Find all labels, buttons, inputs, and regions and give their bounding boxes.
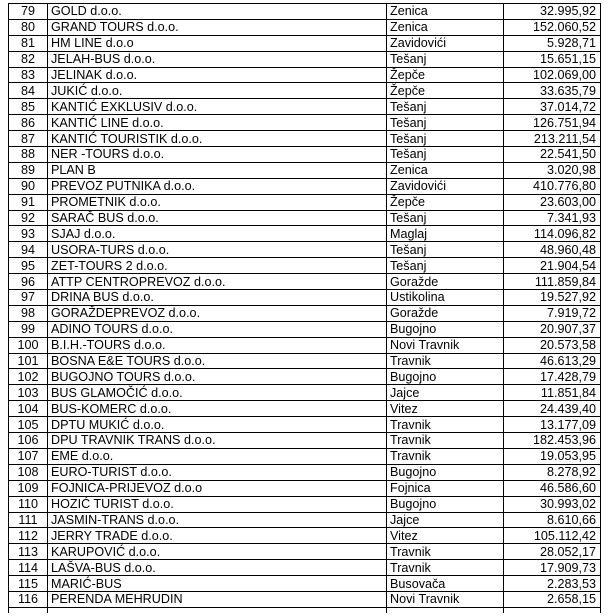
table-row [9,512,601,528]
company-name-cell: JELAH-BUS d.o.o. [48,51,387,67]
row-number-cell: 91 [9,194,48,210]
table-row [9,4,601,20]
city-cell: Žepče [387,67,504,83]
city-cell: Jajce [387,512,504,528]
company-name-cell: USORA-TURS d.o.o. [48,242,387,258]
company-name-cell: PLAN B [48,162,387,178]
company-name-cell: ZET-TOURS 2 d.o.o. [48,258,387,274]
table-row [9,178,601,194]
company-name-cell: EME d.o.o. [48,448,387,464]
city-cell: Busovača [387,576,504,592]
city-cell: Novi Travnik [387,591,504,607]
table-row [9,369,601,385]
city-cell: Tešanj [387,147,504,163]
amount-cell: 105.112,42 [504,528,601,544]
company-name-cell: LAŠVA-BUS d.o.o. [48,560,387,576]
table-row [9,210,601,226]
company-name-cell: DPU TRAVNIK TRANS d.o.o. [48,433,387,449]
table-row [9,274,601,290]
city-cell: Žepče [387,83,504,99]
city-cell: Žepče [387,194,504,210]
amount-cell: 30.993,02 [504,496,601,512]
company-name-cell: GRAND TOURS d.o.o. [48,19,387,35]
row-number-cell: 93 [9,226,48,242]
city-cell: Vitez [387,401,504,417]
row-number-cell: 86 [9,115,48,131]
city-cell: Tešanj [387,210,504,226]
row-number-cell: 85 [9,99,48,115]
table-row [9,35,601,51]
empty-cell [387,607,504,613]
city-cell: Travnik [387,560,504,576]
table-row [9,385,601,401]
row-number-cell: 89 [9,162,48,178]
row-number-cell: 111 [9,512,48,528]
amount-cell: 22.541,50 [504,147,601,163]
table-row [9,115,601,131]
company-name-cell: ATTP CENTROPREVOZ d.o.o. [48,274,387,290]
row-number-cell: 109 [9,480,48,496]
company-name-cell: GOLD d.o.o. [48,4,387,20]
table-row [9,305,601,321]
company-name-cell: B.I.H.-TOURS d.o.o. [48,337,387,353]
company-name-cell: PROMETNIK d.o.o. [48,194,387,210]
company-name-cell: KANTIĆ TOURISTIK d.o.o. [48,131,387,147]
company-name-cell: JELINAK d.o.o. [48,67,387,83]
row-number-cell: 99 [9,321,48,337]
amount-cell: 48.960,48 [504,242,601,258]
city-cell: Zavidovići [387,178,504,194]
amount-cell: 33.635,79 [504,83,601,99]
city-cell: Travnik [387,544,504,560]
amount-cell: 13.177,09 [504,417,601,433]
city-cell: Goražde [387,274,504,290]
amount-cell: 37.014,72 [504,99,601,115]
amount-cell: 152.060,52 [504,19,601,35]
row-number-cell: 100 [9,337,48,353]
amount-cell: 114.096,82 [504,226,601,242]
row-number-cell: 88 [9,147,48,163]
amount-cell: 19.053,95 [504,448,601,464]
row-number-cell: 92 [9,210,48,226]
row-number-cell: 106 [9,433,48,449]
amount-cell: 8.278,92 [504,464,601,480]
company-name-cell: HM LINE d.o.o [48,35,387,51]
company-name-cell: DPTU MUKIĆ d.o.o. [48,417,387,433]
amount-cell: 32.995,92 [504,4,601,20]
amount-cell: 102.069,00 [504,67,601,83]
table-row [9,194,601,210]
empty-cell [504,607,601,613]
city-cell: Fojnica [387,480,504,496]
city-cell: Zavidovići [387,35,504,51]
amount-cell: 28.052,17 [504,544,601,560]
company-name-cell: FOJNICA-PRIJEVOZ d.o.o [48,480,387,496]
city-cell: Zenica [387,19,504,35]
city-cell: Novi Travnik [387,337,504,353]
table-row [9,576,601,592]
amount-cell: 17.909,73 [504,560,601,576]
amount-cell: 24.439,40 [504,401,601,417]
table-row [9,433,601,449]
row-number-cell: 98 [9,305,48,321]
company-name-cell: BUS-KOMERC d.o.o. [48,401,387,417]
amount-cell: 20.907,37 [504,321,601,337]
row-number-cell: 108 [9,464,48,480]
row-number-cell: 83 [9,67,48,83]
table-row [9,242,601,258]
company-name-cell: KARUPOVIĆ d.o.o. [48,544,387,560]
amount-cell: 2.658,15 [504,591,601,607]
table-body [9,4,601,613]
row-number-cell: 113 [9,544,48,560]
row-number-cell: 114 [9,560,48,576]
city-cell: Tešanj [387,99,504,115]
row-number-cell: 87 [9,131,48,147]
table-row [9,417,601,433]
row-number-cell: 107 [9,448,48,464]
row-number-cell: 115 [9,576,48,592]
company-name-cell: NER -TOURS d.o.o. [48,147,387,163]
empty-cell [48,607,387,613]
table-row [9,131,601,147]
table-row [9,464,601,480]
table-row [9,544,601,560]
city-cell: Maglaj [387,226,504,242]
city-cell: Travnik [387,417,504,433]
row-number-cell: 90 [9,178,48,194]
row-number-cell: 101 [9,353,48,369]
amount-cell: 46.613,29 [504,353,601,369]
amount-cell: 7.341,93 [504,210,601,226]
table-row [9,290,601,306]
amount-cell: 126.751,94 [504,115,601,131]
row-number-cell: 84 [9,83,48,99]
amount-cell: 23.603,00 [504,194,601,210]
table-row [9,162,601,178]
company-name-cell: BOSNA E&E TOURS d.o.o. [48,353,387,369]
table-row [9,321,601,337]
table-row [9,83,601,99]
row-number-cell: 80 [9,19,48,35]
amount-cell: 2.283,53 [504,576,601,592]
company-name-cell: ADINO TOURS d.o.o. [48,321,387,337]
amount-cell: 8.610,66 [504,512,601,528]
company-name-cell: PREVOZ PUTNIKA d.o.o. [48,178,387,194]
table-row [9,99,601,115]
table-row [9,147,601,163]
amount-cell: 182.453,96 [504,433,601,449]
row-number-cell: 103 [9,385,48,401]
row-number-cell: 112 [9,528,48,544]
city-cell: Tešanj [387,51,504,67]
table-row [9,51,601,67]
city-cell: Bugojno [387,496,504,512]
table-row [9,353,601,369]
row-number-cell: 105 [9,417,48,433]
row-number-cell: 79 [9,4,48,20]
company-name-cell: SJAJ d.o.o. [48,226,387,242]
row-number-cell: 104 [9,401,48,417]
table-row [9,448,601,464]
row-number-cell: 94 [9,242,48,258]
amount-cell: 3.020,98 [504,162,601,178]
table-row [9,67,601,83]
city-cell: Bugojno [387,321,504,337]
amount-cell: 46.586,60 [504,480,601,496]
city-cell: Tešanj [387,258,504,274]
company-name-cell: KANTIĆ EXKLUSIV d.o.o. [48,99,387,115]
table-row [9,496,601,512]
company-name-cell: GORAŽDEPREVOZ d.o.o. [48,305,387,321]
row-number-cell: 116 [9,591,48,607]
transport-companies-table [8,3,601,613]
amount-cell: 5.928,71 [504,35,601,51]
row-number-cell: 96 [9,274,48,290]
company-name-cell: JUKIĆ d.o.o. [48,83,387,99]
city-cell: Bugojno [387,369,504,385]
city-cell: Travnik [387,353,504,369]
company-name-cell: KANTIĆ LINE d.o.o. [48,115,387,131]
company-name-cell: HOZIĆ TURIST d.o.o. [48,496,387,512]
row-number-cell: 81 [9,35,48,51]
table-row [9,337,601,353]
row-number-cell: 95 [9,258,48,274]
row-number-cell: 97 [9,290,48,306]
company-name-cell: BUGOJNO TOURS d.o.o. [48,369,387,385]
city-cell: Tešanj [387,115,504,131]
company-name-cell: JERRY TRADE d.o.o. [48,528,387,544]
table-row [9,591,601,607]
company-name-cell: MARIĆ-BUS [48,576,387,592]
amount-cell: 17.428,79 [504,369,601,385]
city-cell: Travnik [387,433,504,449]
table-row [9,258,601,274]
amount-cell: 21.904,54 [504,258,601,274]
amount-cell: 7.919,72 [504,305,601,321]
company-name-cell: BUS GLAMOČIĆ d.o.o. [48,385,387,401]
company-name-cell: EURO-TURIST d.o.o. [48,464,387,480]
table-row [9,560,601,576]
city-cell: Travnik [387,448,504,464]
table-row [9,528,601,544]
table-row [9,401,601,417]
amount-cell: 19.527,92 [504,290,601,306]
amount-cell: 15.651,15 [504,51,601,67]
city-cell: Ustikolina [387,290,504,306]
empty-cell [9,607,48,613]
row-number-cell: 110 [9,496,48,512]
city-cell: Jajce [387,385,504,401]
table-row [9,226,601,242]
company-name-cell: SARAČ BUS d.o.o. [48,210,387,226]
company-name-cell: PERENDA MEHRUDIN [48,591,387,607]
city-cell: Zenica [387,4,504,20]
company-name-cell: DRINA BUS d.o.o. [48,290,387,306]
table-row-cutoff [9,607,601,613]
company-name-cell: JASMIN-TRANS d.o.o. [48,512,387,528]
amount-cell: 111.859,84 [504,274,601,290]
amount-cell: 213.211,54 [504,131,601,147]
table-row [9,480,601,496]
city-cell: Tešanj [387,131,504,147]
row-number-cell: 82 [9,51,48,67]
city-cell: Bugojno [387,464,504,480]
table-row [9,19,601,35]
city-cell: Goražde [387,305,504,321]
city-cell: Vitez [387,528,504,544]
city-cell: Zenica [387,162,504,178]
amount-cell: 11.851,84 [504,385,601,401]
row-number-cell: 102 [9,369,48,385]
amount-cell: 410.776,80 [504,178,601,194]
amount-cell: 20.573,58 [504,337,601,353]
city-cell: Tešanj [387,242,504,258]
